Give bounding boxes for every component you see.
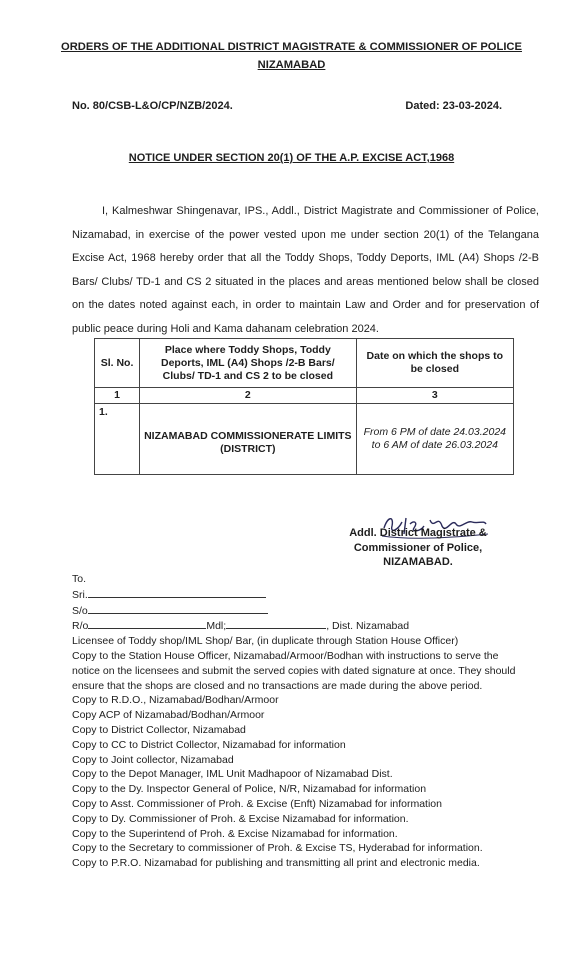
order-body [72,200,539,341]
notice-title [40,152,543,164]
closure-table [94,338,514,475]
list-item: ensure that the shops are closed and no transactions are made during the above period. [72,679,483,692]
document-header [40,38,543,74]
blank-line [226,618,326,629]
list-item: Copy ACP of Nizamabad/Bodhan/Armoor [72,709,265,722]
list-item: Copy to P.R.O. Nizamabad for publishing and transmitting all print and electronic media. [72,857,480,870]
order-body-text: I, Kalmeshwar Shingenavar, IPS., Addl., District Magistrate and Commissioner of Police, Nizamabad, in exercise of the power vested upon me under section 20(1) of the Telangana Excise Act, 1968 hereby order that all the Toddy Shops, Toddy Deports, IML (A4) Shops /2-B Bars/ Clubs/ TD-1 and CS 2 situated in the places and areas mentioned below shall be closed on the dates noted against each, in order to maintain Law and Order and for preservation of public peace during Holi and Kama dahanam celebration 2024. [72,205,539,335]
list-item: Copy to CC to District Collector, Nizamabad for information [72,738,346,751]
column-number: 2 [140,388,357,404]
header-city: NIZAMABAD [257,59,326,71]
signature-designation-1: Addl. District Magistrate & [349,527,487,539]
so-label: S/o [72,604,88,617]
list-item: Licensee of Toddy shop/IML Shop/ Bar, (in duplicate through Station House Officer) [72,635,459,648]
list-item: notice on the licensees and submit the served copies with dated signature at once. They should [72,664,516,677]
blank-line [88,587,266,598]
header-title: ORDERS OF THE ADDITIONAL DISTRICT MAGISTRATE & COMMISSIONER OF POLICE [61,41,522,53]
list-item: Copy to the Dy. Inspector General of Police, N/R, Nizamabad for information [72,783,427,796]
list-item: Copy to the Station House Officer, Nizamabad/Armoor/Bodhan with instructions to serve the [72,649,499,662]
list-item: Copy to R.D.O., Nizamabad/Bodhan/Armoor [72,694,279,707]
header-date: Date on which the shops to be closed [356,339,513,388]
distribution-list [72,572,572,871]
signature-designation-2: Commissioner of Police, [353,541,483,554]
table-column-number-row [95,388,514,404]
addressee-so [72,603,572,619]
addressee-sri [72,587,572,603]
header-place: Place where Toddy Shops, Toddy Deports, IML (A4) Shops /2-B Bars/ Clubs/ TD-1 and CS 2 to be closed [140,339,357,388]
addressee-ro [72,618,572,634]
dist-label: , Dist. Nizamabad [326,620,410,633]
reference-number: No. 80/CSB-L&O/CP/NZB/2024. [72,100,233,112]
list-item: Copy to the Depot Manager, IML Unit Madhapoor of Nizamabad Dist. [72,768,393,781]
reference-date: Dated: 23-03-2024. [405,100,502,112]
notice-title-text: NOTICE UNDER SECTION 20(1) OF THE A.P. EXCISE ACT,1968 [128,152,455,164]
row-sl-no: 1. [95,404,140,475]
blank-line [88,618,206,629]
list-item: Copy to the Secretary to commissioner of Proh. & Excise TS, Hyderabad for information. [72,842,483,855]
blank-line [88,603,268,614]
ro-label: R/o [72,620,89,633]
list-item: Copy to the Superintend of Proh. & Excise Nizamabad for information. [72,827,398,840]
list-item: Copy to Asst. Commissioner of Proh. & Excise (Enft) Nizamabad for information [72,797,442,810]
header-sl-no: Sl. No. [95,339,140,388]
list-item: Copy to District Collector, Nizamabad [72,723,246,736]
row-place: NIZAMABAD COMMISSIONERATE LIMITS (DISTRICT) [140,404,357,475]
list-item: Copy to Dy. Commissioner of Proh. & Excise Nizamabad for information. [72,812,409,825]
reference-line [72,100,502,112]
row-date: From 6 PM of date 24.03.2024 to 6 AM of date 26.03.2024 [356,404,513,475]
list-item: Copy to Joint collector, Nizamabad [72,753,234,766]
mdl-label: Mdl; [206,620,227,633]
column-number: 3 [356,388,513,404]
addressee-to: To. [72,573,87,585]
sri-label: Sri. [72,588,88,601]
table-header-row [95,339,514,388]
column-number: 1 [95,388,140,404]
table-row [95,404,514,475]
signature-designation-3: NIZAMABAD. [383,556,453,568]
signature-block [338,526,498,570]
